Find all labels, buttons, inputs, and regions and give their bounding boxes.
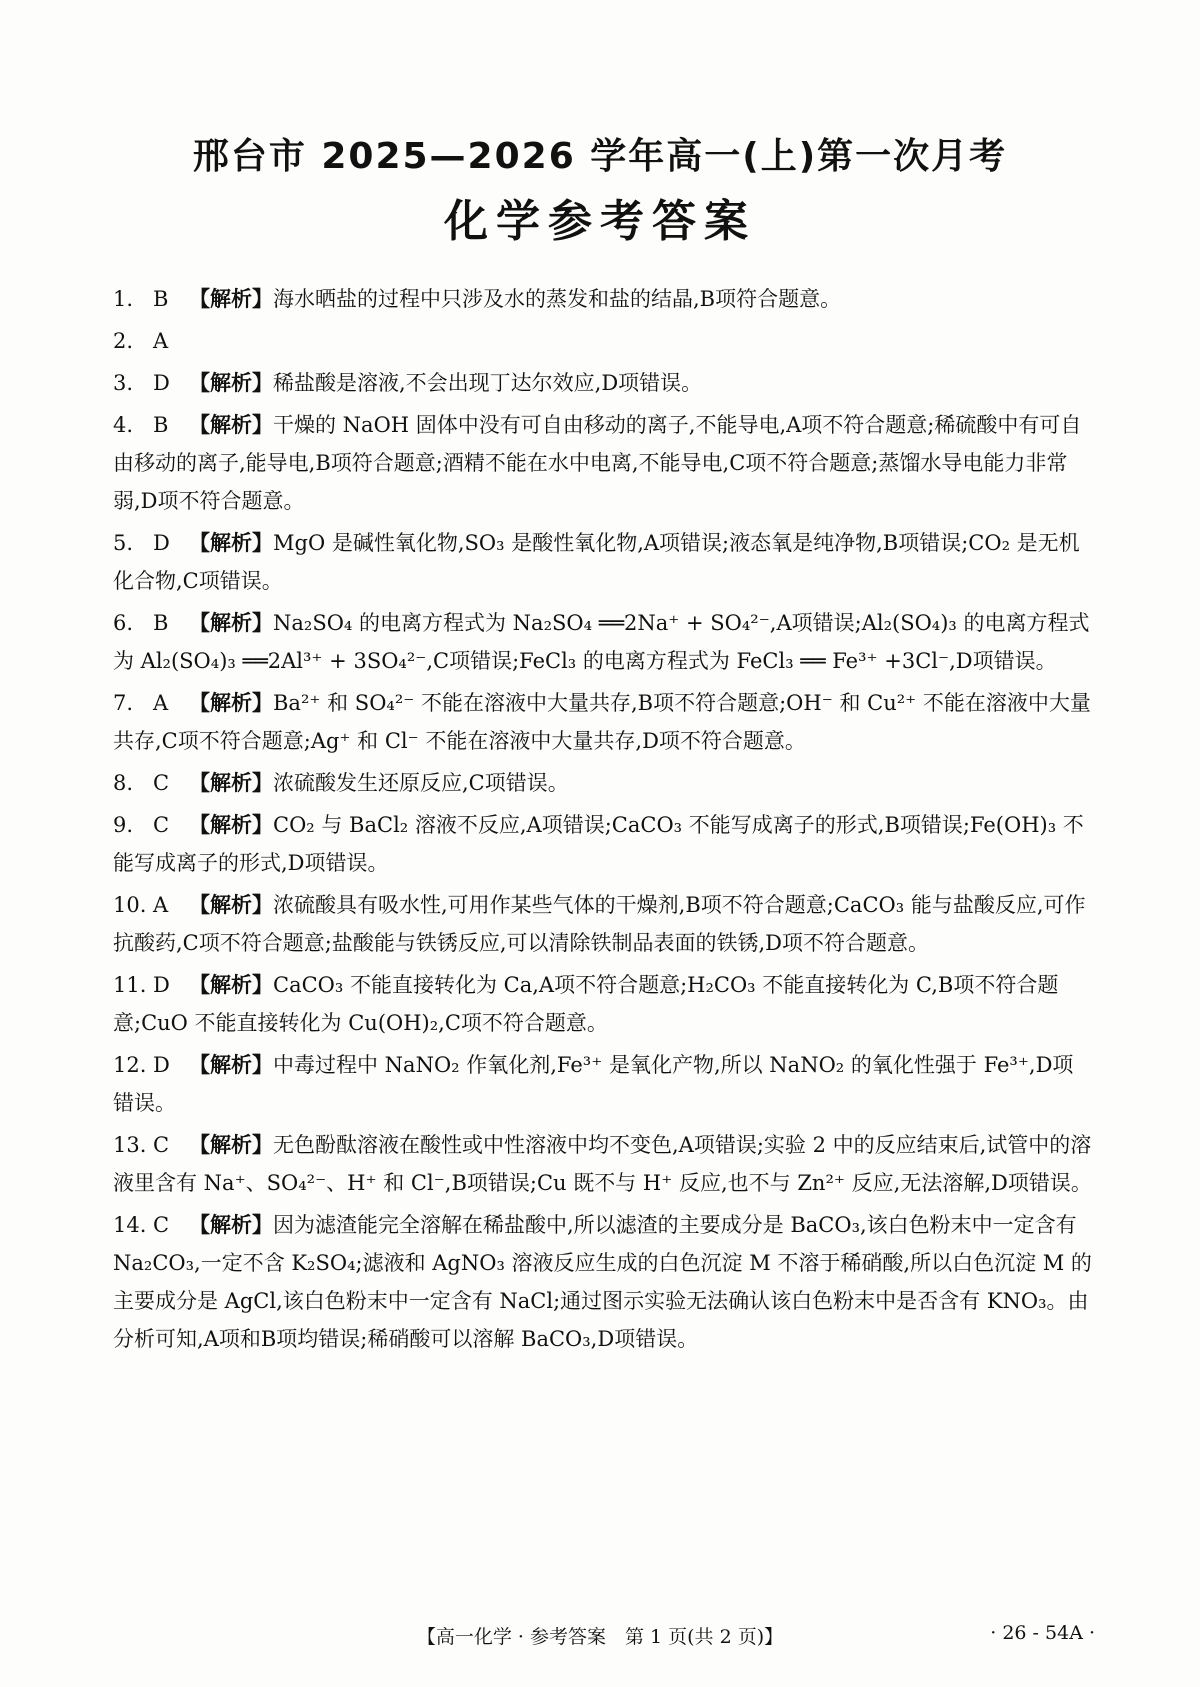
analysis-text: 无色酚酞溶液在酸性或中性溶液中均不变色,A项错误;实验 2 中的反应结束后,试管中的溶液里含有 Na⁺、SO₄²⁻、H⁺ 和 Cl⁻,B项错误;Cu 既不与 H⁺ 反应,也不与 Zn²⁺ 反应,无法溶解,D项错误。: [113, 1133, 1092, 1195]
analysis-text: MgO 是碱性氧化物,SO₃ 是酸性氧化物,A项错误;液态氧是纯净物,B项错误;CO₂ 是无机化合物,C项错误。: [113, 531, 1080, 593]
answer-item: [113, 684, 1093, 760]
answer-item: [113, 966, 1093, 1042]
answer-item: [113, 280, 1093, 318]
footer-code: · 26 - 54A ·: [990, 1622, 1095, 1644]
answer-list: [113, 280, 1093, 1362]
answer-letter: A: [153, 893, 169, 917]
analysis-tag: 【解析】: [189, 973, 273, 997]
question-number: 5.: [113, 531, 134, 555]
question-number: 10.: [113, 893, 147, 917]
analysis-tag: 【解析】: [189, 413, 273, 437]
analysis-tag: 【解析】: [189, 371, 273, 395]
analysis-text: 海水晒盐的过程中只涉及水的蒸发和盐的结晶,B项符合题意。: [273, 287, 842, 311]
answer-item: [113, 1046, 1093, 1122]
question-number: 13.: [113, 1133, 147, 1157]
analysis-tag: 【解析】: [189, 893, 273, 917]
answer-letter: D: [153, 1053, 170, 1077]
question-number: 14.: [113, 1213, 147, 1237]
analysis-tag: 【解析】: [189, 611, 273, 635]
question-number: 2.: [113, 329, 134, 353]
answer-letter: C: [153, 1133, 170, 1157]
analysis-text: 浓硫酸具有吸水性,可用作某些气体的干燥剂,B项不符合题意;CaCO₃ 能与盐酸反应,可作抗酸药,C项不符合题意;盐酸能与铁锈反应,可以清除铁制品表面的铁锈,D项不符合题意。: [113, 893, 1086, 955]
analysis-tag: 【解析】: [189, 1053, 273, 1077]
analysis-tag: 【解析】: [189, 1213, 273, 1237]
answer-item: [113, 364, 1093, 402]
answer-letter: C: [153, 771, 170, 795]
answer-letter: D: [153, 371, 170, 395]
analysis-text: CaCO₃ 不能直接转化为 Ca,A项不符合题意;H₂CO₃ 不能直接转化为 C,B项不符合题意;CuO 不能直接转化为 Cu(OH)₂,C项不符合题意。: [113, 973, 1059, 1035]
analysis-text: 中毒过程中 NaNO₂ 作氧化剂,Fe³⁺ 是氧化产物,所以 NaNO₂ 的氧化性强于 Fe³⁺,D项错误。: [113, 1053, 1074, 1115]
answer-letter: B: [153, 287, 169, 311]
analysis-text: 稀盐酸是溶液,不会出现丁达尔效应,D项错误。: [273, 371, 703, 395]
analysis-tag: 【解析】: [189, 771, 273, 795]
answer-letter: D: [153, 973, 170, 997]
analysis-tag: 【解析】: [189, 691, 273, 715]
footer-page-info: 【高一化学 · 参考答案 第 1 页(共 2 页)】: [416, 1626, 784, 1648]
answer-letter: A: [153, 691, 169, 715]
analysis-tag: 【解析】: [189, 1133, 273, 1157]
document-title: 化学参考答案: [444, 196, 756, 247]
analysis-text: 干燥的 NaOH 固体中没有可自由移动的离子,不能导电,A项不符合题意;稀硫酸中有可自由移动的离子,能导电,B项符合题意;酒精不能在水中电离,不能导电,C项不符合题意;蒸馏水导电能力非常弱,D项不符合题意。: [113, 413, 1082, 513]
question-number: 7.: [113, 691, 134, 715]
analysis-text: CO₂ 与 BaCl₂ 溶液不反应,A项错误;CaCO₃ 不能写成离子的形式,B项错误;Fe(OH)₃ 不能写成离子的形式,D项错误。: [113, 813, 1084, 875]
analysis-text: 因为滤渣能完全溶解在稀盐酸中,所以滤渣的主要成分是 BaCO₃,该白色粉末中一定含有 Na₂CO₃,一定不含 K₂SO₄;滤液和 AgNO₃ 溶液反应生成的白色沉淀 M 不溶于稀硝酸,所以白色沉淀 M 的主要成分是 AgCl,该白色粉末中一定含有 NaCl;通过图示实验无法确认该白色粉末中是否含有 KNO₃。由分析可知,A项和B项均错误;稀硝酸可以溶解 BaCO₃,D项错误。: [113, 1213, 1092, 1351]
analysis-tag: 【解析】: [189, 287, 273, 311]
answer-item: [113, 886, 1093, 962]
answer-item: [113, 524, 1093, 600]
analysis-text: Na₂SO₄ 的电离方程式为 Na₂SO₄ ══2Na⁺ + SO₄²⁻,A项错误;Al₂(SO₄)₃ 的电离方程式为 Al₂(SO₄)₃ ══2Al³⁺ + 3SO₄²⁻,C项错误;FeCl₃ 的电离方程式为 FeCl₃ ══ Fe³⁺ +3Cl⁻,D项错误。: [113, 611, 1090, 673]
question-number: 6.: [113, 611, 134, 635]
question-number: 12.: [113, 1053, 147, 1077]
answer-letter: C: [153, 1213, 170, 1237]
answer-item: [113, 764, 1093, 802]
answer-item: [113, 1126, 1093, 1202]
question-number: 9.: [113, 813, 134, 837]
answer-item: [113, 604, 1093, 680]
answer-letter: D: [153, 531, 170, 555]
analysis-tag: 【解析】: [189, 813, 273, 837]
answer-letter: C: [153, 813, 170, 837]
answer-item: [113, 1206, 1093, 1358]
analysis-text: Ba²⁺ 和 SO₄²⁻ 不能在溶液中大量共存,B项不符合题意;OH⁻ 和 Cu²⁺ 不能在溶液中大量共存,C项不符合题意;Ag⁺ 和 Cl⁻ 不能在溶液中大量共存,D项不符合题意。: [113, 691, 1091, 753]
analysis-text: 浓硫酸发生还原反应,C项错误。: [273, 771, 569, 795]
question-number: 8.: [113, 771, 134, 795]
answer-item: [113, 806, 1093, 882]
exam-title: 邢台市 2025—2026 学年高一(上)第一次月考: [192, 136, 1008, 177]
answer-letter: B: [153, 611, 169, 635]
question-number: 4.: [113, 413, 134, 437]
question-number: 11.: [113, 973, 147, 997]
answer-item: [113, 406, 1093, 520]
answer-item: [113, 322, 1093, 360]
question-number: 3.: [113, 371, 134, 395]
analysis-tag: 【解析】: [189, 531, 273, 555]
answer-letter: B: [153, 413, 169, 437]
answer-letter: A: [153, 329, 169, 353]
question-number: 1.: [113, 287, 134, 311]
